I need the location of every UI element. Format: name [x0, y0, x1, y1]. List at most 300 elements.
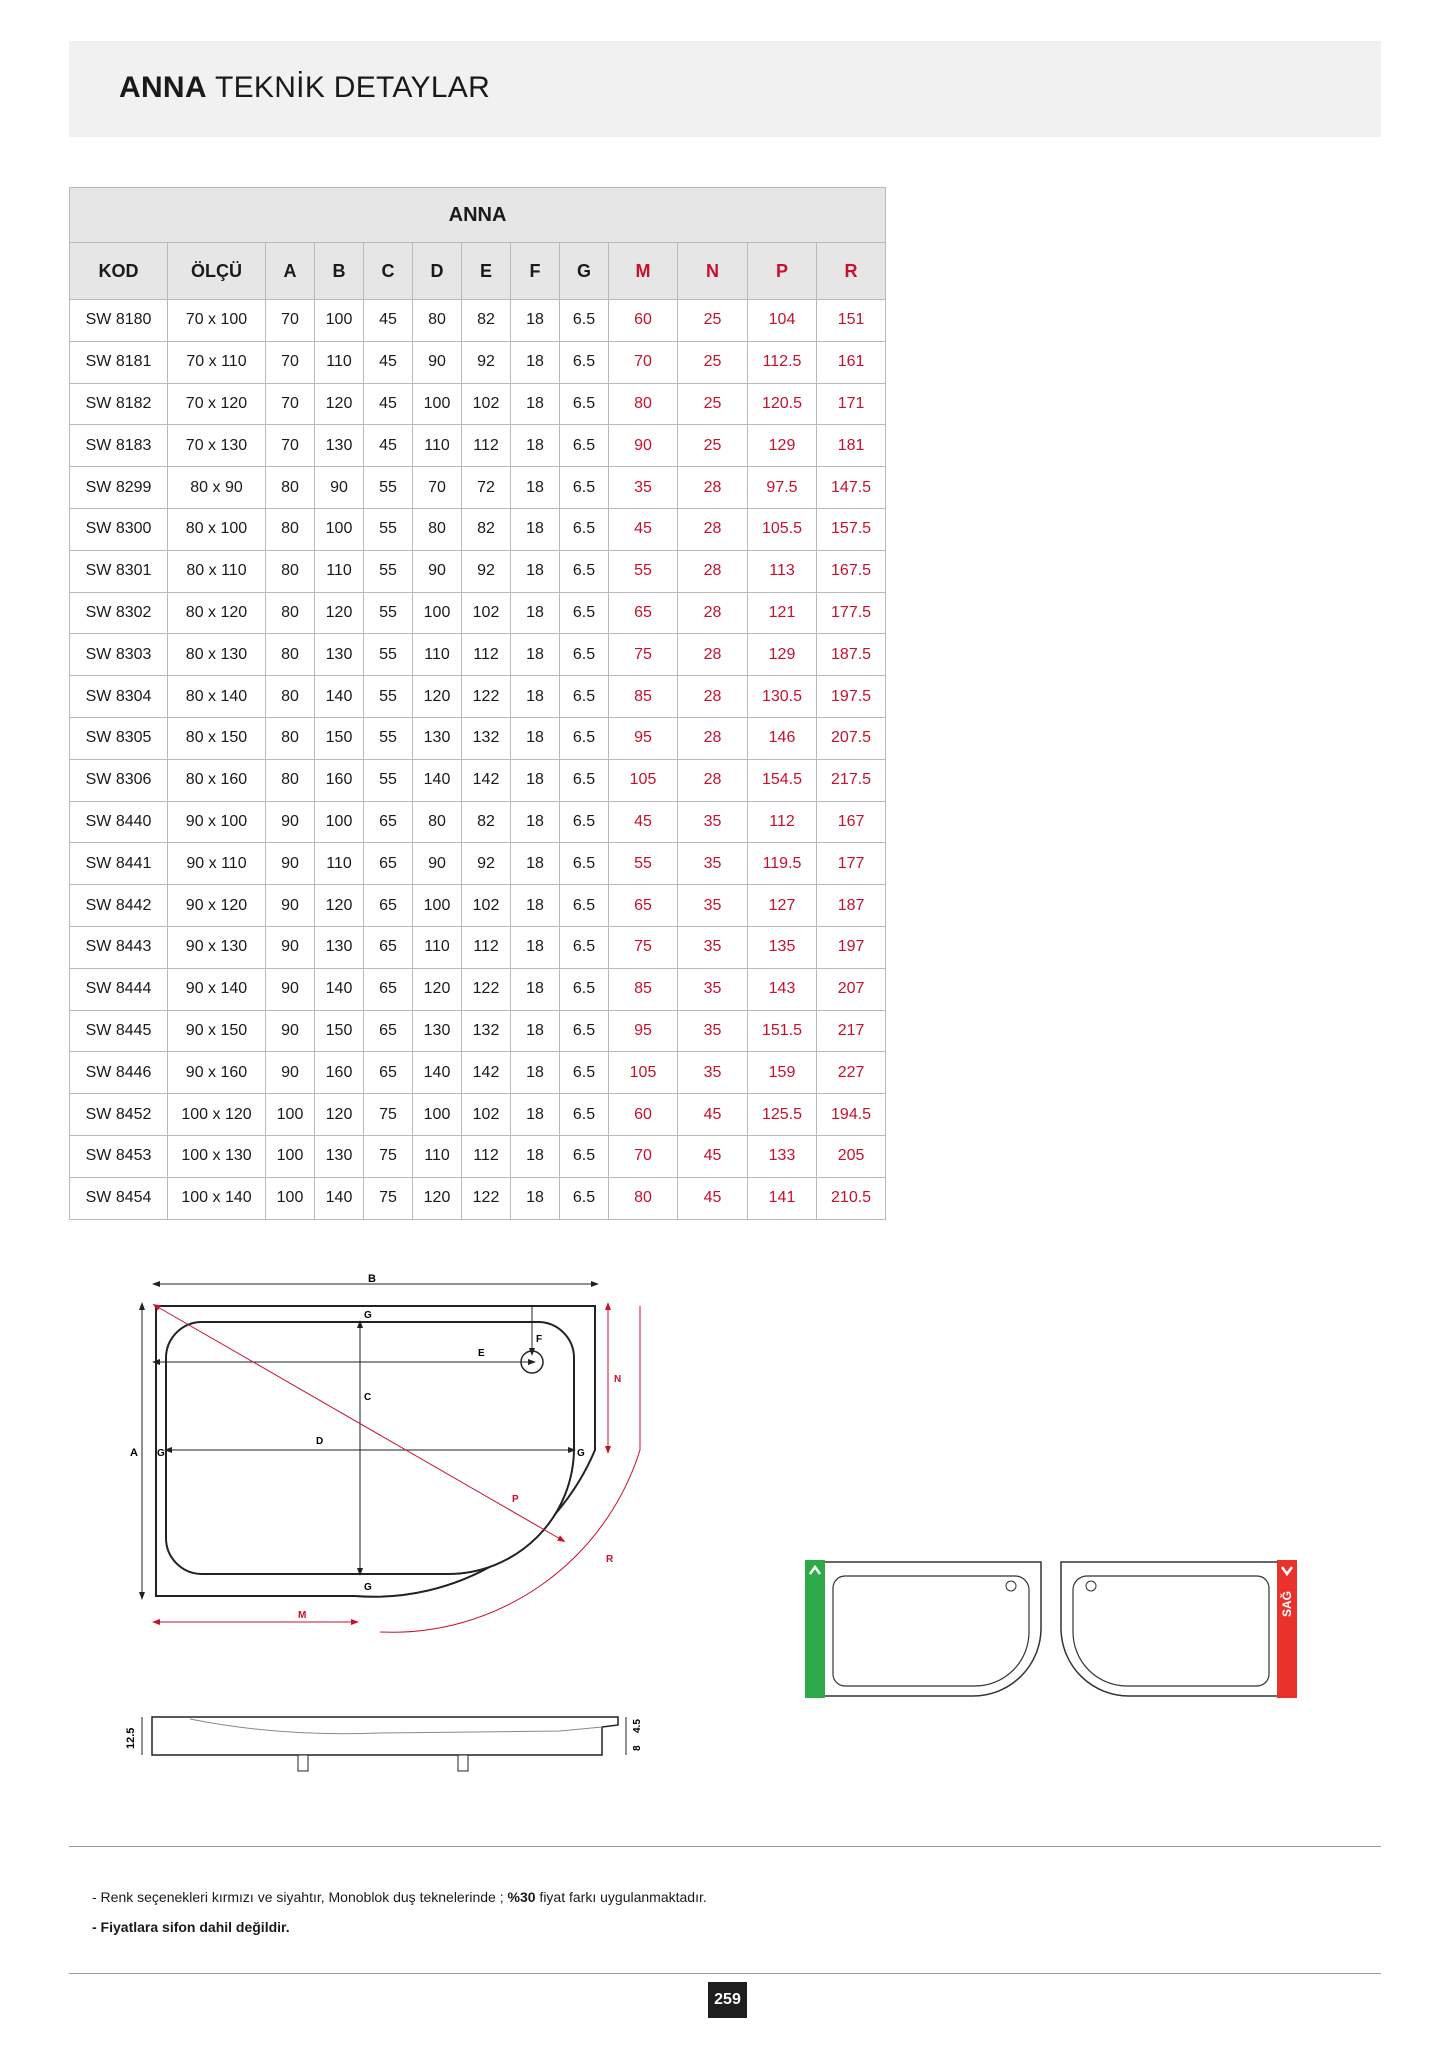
table-row	[70, 508, 886, 550]
table-cell: 100	[266, 1094, 315, 1136]
label-m: M	[298, 1610, 307, 1621]
table-cell: 80	[413, 508, 462, 550]
orientation-options	[805, 1560, 1305, 1710]
table-cell: 18	[511, 801, 560, 843]
table-cell: 70	[413, 467, 462, 509]
label-g-left: G	[157, 1448, 165, 1459]
table-cell: 140	[315, 1177, 364, 1219]
table-row	[70, 676, 886, 718]
table-cell: 194.5	[817, 1094, 886, 1136]
table-cell: 65	[364, 968, 413, 1010]
table-cell: 82	[462, 300, 511, 342]
table-row	[70, 341, 886, 383]
table-cell: 130	[315, 1135, 364, 1177]
table-cell: 6.5	[560, 968, 609, 1010]
table-row	[70, 1177, 886, 1219]
page-title	[119, 71, 490, 105]
table-cell: 100	[413, 383, 462, 425]
table-cell: 82	[462, 801, 511, 843]
top-view-drawing	[120, 1270, 680, 1670]
table-cell: 85	[609, 676, 678, 718]
table-cell: 102	[462, 1094, 511, 1136]
table-cell: 28	[678, 634, 748, 676]
label-height-base: 8	[632, 1745, 643, 1751]
table-cell: 102	[462, 885, 511, 927]
table-row	[70, 843, 886, 885]
table-cell: 80	[266, 717, 315, 759]
table-cell: 112.5	[748, 341, 817, 383]
table-cell: 160	[315, 1052, 364, 1094]
footnotes	[92, 1882, 707, 1942]
note-line1-c: fiyat farkı uygulanmaktadır.	[535, 1889, 707, 1905]
table-cell: 227	[817, 1052, 886, 1094]
table-cell: 207	[817, 968, 886, 1010]
table-cell: 80 x 160	[168, 759, 266, 801]
table-cell: 6.5	[560, 1052, 609, 1094]
table-cell: 45	[364, 341, 413, 383]
table-cell: 132	[462, 717, 511, 759]
column-header: C	[364, 243, 413, 300]
table-cell: 151.5	[748, 1010, 817, 1052]
table-cell: SW 8182	[70, 383, 168, 425]
table-row	[70, 300, 886, 342]
table-cell: 130	[413, 717, 462, 759]
table-cell: SW 8305	[70, 717, 168, 759]
table-cell: 120	[413, 676, 462, 718]
table-cell: 90 x 160	[168, 1052, 266, 1094]
note-line1-a: - Renk seçenekleri kırmızı ve siyahtır, Monoblok duş teknelerinde ;	[92, 1889, 508, 1905]
table-row	[70, 926, 886, 968]
table-cell: 90	[266, 1010, 315, 1052]
table-row	[70, 1094, 886, 1136]
table-cell: 130.5	[748, 676, 817, 718]
table-cell: 35	[678, 926, 748, 968]
table-cell: 6.5	[560, 467, 609, 509]
table-cell: 6.5	[560, 1135, 609, 1177]
table-cell: 25	[678, 341, 748, 383]
table-cell: 132	[462, 1010, 511, 1052]
table-cell: 80	[609, 383, 678, 425]
column-header: D	[413, 243, 462, 300]
table-cell: 160	[315, 759, 364, 801]
table-cell: 55	[364, 634, 413, 676]
label-n: N	[614, 1374, 622, 1385]
table-cell: 6.5	[560, 843, 609, 885]
table-cell: 130	[413, 1010, 462, 1052]
table-cell: SW 8446	[70, 1052, 168, 1094]
table-cell: 90	[413, 341, 462, 383]
table-cell: 130	[315, 926, 364, 968]
table-cell: 28	[678, 550, 748, 592]
sag-color-bar	[1277, 1560, 1297, 1698]
table-cell: 90	[266, 843, 315, 885]
table-cell: 122	[462, 1177, 511, 1219]
table-cell: 100	[315, 508, 364, 550]
table-row	[70, 759, 886, 801]
table-cell: 65	[364, 801, 413, 843]
table-cell: 28	[678, 508, 748, 550]
table-cell: 110	[413, 425, 462, 467]
table-cell: 150	[315, 717, 364, 759]
table-cell: 100 x 130	[168, 1135, 266, 1177]
tray-outline	[156, 1306, 595, 1597]
label-height-total: 12.5	[125, 1727, 137, 1749]
table-cell: 181	[817, 425, 886, 467]
table-cell: 18	[511, 1010, 560, 1052]
table-cell: 129	[748, 634, 817, 676]
table-cell: 159	[748, 1052, 817, 1094]
table-cell: 18	[511, 467, 560, 509]
note-color-options	[92, 1882, 707, 1912]
table-cell: SW 8443	[70, 926, 168, 968]
table-cell: 55	[364, 508, 413, 550]
column-header: E	[462, 243, 511, 300]
table-cell: 100	[266, 1135, 315, 1177]
table-cell: 18	[511, 926, 560, 968]
table-cell: 141	[748, 1177, 817, 1219]
table-cell: 90 x 120	[168, 885, 266, 927]
table-cell: 6.5	[560, 759, 609, 801]
table-cell: 110	[315, 341, 364, 383]
table-cell: 55	[609, 843, 678, 885]
table-cell: 80 x 140	[168, 676, 266, 718]
table-cell: 35	[678, 885, 748, 927]
table-cell: SW 8300	[70, 508, 168, 550]
column-header: F	[511, 243, 560, 300]
table-cell: 151	[817, 300, 886, 342]
table-cell: 135	[748, 926, 817, 968]
label-d: D	[316, 1436, 324, 1447]
table-cell: 90 x 110	[168, 843, 266, 885]
table-row	[70, 592, 886, 634]
table-cell: 35	[678, 968, 748, 1010]
table-cell: 80	[266, 592, 315, 634]
table-cell: 28	[678, 676, 748, 718]
table-cell: 100	[266, 1177, 315, 1219]
label-c: C	[364, 1392, 372, 1403]
table-cell: 75	[609, 926, 678, 968]
table-cell: 70	[266, 383, 315, 425]
table-cell: 6.5	[560, 425, 609, 467]
table-cell: 28	[678, 592, 748, 634]
sol-color-bar	[805, 1560, 825, 1698]
table-cell: 70	[266, 425, 315, 467]
table-cell: 112	[462, 926, 511, 968]
table-cell: 217	[817, 1010, 886, 1052]
table-row	[70, 550, 886, 592]
table-cell: 6.5	[560, 1177, 609, 1219]
table-title: ANNA	[70, 188, 886, 243]
page-header	[69, 41, 1381, 137]
table-cell: 18	[511, 634, 560, 676]
table-cell: 72	[462, 467, 511, 509]
table-row	[70, 1010, 886, 1052]
table-cell: 25	[678, 425, 748, 467]
table-cell: SW 8303	[70, 634, 168, 676]
table-cell: 55	[364, 676, 413, 718]
table-cell: 97.5	[748, 467, 817, 509]
column-header: M	[609, 243, 678, 300]
table-cell: 80	[609, 1177, 678, 1219]
table-cell: 161	[817, 341, 886, 383]
table-cell: 90 x 140	[168, 968, 266, 1010]
table-cell: 113	[748, 550, 817, 592]
table-cell: 6.5	[560, 717, 609, 759]
table-cell: 90 x 130	[168, 926, 266, 968]
table-cell: 18	[511, 759, 560, 801]
table-cell: 150	[315, 1010, 364, 1052]
table-cell: 25	[678, 383, 748, 425]
table-cell: 90 x 150	[168, 1010, 266, 1052]
table-cell: 75	[364, 1135, 413, 1177]
table-cell: 146	[748, 717, 817, 759]
table-cell: 187	[817, 885, 886, 927]
table-cell: 6.5	[560, 1094, 609, 1136]
table-cell: SW 8444	[70, 968, 168, 1010]
table-cell: 65	[364, 926, 413, 968]
table-cell: SW 8304	[70, 676, 168, 718]
table-row	[70, 1135, 886, 1177]
table-cell: 80	[266, 508, 315, 550]
table-cell: 80	[413, 801, 462, 843]
table-cell: 90	[609, 425, 678, 467]
table-cell: SW 8452	[70, 1094, 168, 1136]
label-b: B	[368, 1273, 376, 1285]
table-cell: 35	[678, 1010, 748, 1052]
table-cell: 55	[609, 550, 678, 592]
table-cell: 70	[266, 300, 315, 342]
table-cell: 122	[462, 676, 511, 718]
table-cell: 70 x 100	[168, 300, 266, 342]
label-r: R	[606, 1554, 614, 1565]
table-cell: 100	[413, 885, 462, 927]
column-header: A	[266, 243, 315, 300]
table-cell: 55	[364, 467, 413, 509]
table-cell: 122	[462, 968, 511, 1010]
table-cell: 35	[678, 843, 748, 885]
table-cell: 6.5	[560, 676, 609, 718]
table-cell: 90	[413, 843, 462, 885]
table-cell: 80	[266, 550, 315, 592]
label-f: F	[536, 1334, 543, 1345]
page-number: 259	[708, 1982, 747, 2018]
table-cell: 65	[364, 1010, 413, 1052]
label-p: P	[512, 1494, 519, 1505]
table-cell: 121	[748, 592, 817, 634]
table-cell: SW 8441	[70, 843, 168, 885]
table-cell: 112	[462, 425, 511, 467]
table-cell: 140	[315, 676, 364, 718]
table-cell: 90	[266, 926, 315, 968]
table-cell: 70	[266, 341, 315, 383]
table-cell: 120.5	[748, 383, 817, 425]
table-cell: 65	[609, 885, 678, 927]
table-cell: 18	[511, 676, 560, 718]
label-g-top: G	[364, 1310, 372, 1321]
table-cell: 28	[678, 759, 748, 801]
table-cell: 18	[511, 717, 560, 759]
table-cell: 100 x 140	[168, 1177, 266, 1219]
table-cell: 100	[413, 592, 462, 634]
table-cell: 105.5	[748, 508, 817, 550]
table-cell: 80 x 100	[168, 508, 266, 550]
table-cell: SW 8302	[70, 592, 168, 634]
table-cell: 80	[413, 300, 462, 342]
table-cell: 55	[364, 759, 413, 801]
table-cell: 120	[413, 968, 462, 1010]
column-header: G	[560, 243, 609, 300]
table-cell: 140	[413, 759, 462, 801]
table-cell: 110	[315, 843, 364, 885]
table-cell: 177.5	[817, 592, 886, 634]
table-cell: 127	[748, 885, 817, 927]
spec-table	[69, 187, 886, 1220]
option-sol	[805, 1560, 1041, 1698]
label-g-right: G	[577, 1448, 585, 1459]
table-cell: 90	[266, 968, 315, 1010]
column-header: R	[817, 243, 886, 300]
table-cell: 18	[511, 1135, 560, 1177]
table-cell: 60	[609, 1094, 678, 1136]
table-cell: 18	[511, 592, 560, 634]
table-cell: 28	[678, 467, 748, 509]
table-cell: 197	[817, 926, 886, 968]
table-cell: 75	[609, 634, 678, 676]
table-cell: 6.5	[560, 926, 609, 968]
table-cell: 205	[817, 1135, 886, 1177]
table-row	[70, 885, 886, 927]
table-cell: 217.5	[817, 759, 886, 801]
table-row	[70, 801, 886, 843]
table-cell: 171	[817, 383, 886, 425]
table-cell: 119.5	[748, 843, 817, 885]
table-cell: 110	[413, 1135, 462, 1177]
table-cell: 80 x 120	[168, 592, 266, 634]
table-cell: 55	[364, 550, 413, 592]
table-cell: 45	[364, 425, 413, 467]
table-cell: 80	[266, 676, 315, 718]
title-subtitle: TEKNİK DETAYLAR	[214, 71, 491, 104]
table-row	[70, 425, 886, 467]
table-cell: 80	[266, 467, 315, 509]
table-cell: 112	[462, 1135, 511, 1177]
table-cell: 154.5	[748, 759, 817, 801]
label-a: A	[130, 1447, 138, 1459]
table-cell: 142	[462, 1052, 511, 1094]
table-cell: 18	[511, 1052, 560, 1094]
side-profile-drawing	[120, 1705, 650, 1785]
table-cell: 90	[315, 467, 364, 509]
table-cell: 100	[315, 300, 364, 342]
table-cell: 45	[678, 1135, 748, 1177]
note-line2: - Fiyatlara sifon dahil değildir.	[92, 1919, 290, 1935]
table-cell: 6.5	[560, 634, 609, 676]
table-cell: 18	[511, 885, 560, 927]
table-cell: 120	[315, 383, 364, 425]
table-cell: 92	[462, 843, 511, 885]
table-cell: 75	[364, 1094, 413, 1136]
table-cell: 90 x 100	[168, 801, 266, 843]
table-cell: 197.5	[817, 676, 886, 718]
table-row	[70, 968, 886, 1010]
table-cell: SW 8442	[70, 885, 168, 927]
table-cell: 18	[511, 425, 560, 467]
note-siphon	[92, 1912, 707, 1942]
table-cell: 120	[315, 592, 364, 634]
table-cell: 210.5	[817, 1177, 886, 1219]
table-cell: 18	[511, 508, 560, 550]
table-cell: 129	[748, 425, 817, 467]
table-cell: SW 8445	[70, 1010, 168, 1052]
table-cell: 102	[462, 592, 511, 634]
table-cell: 45	[609, 801, 678, 843]
table-cell: 80	[266, 759, 315, 801]
table-cell: 6.5	[560, 300, 609, 342]
column-header: B	[315, 243, 364, 300]
table-cell: 95	[609, 1010, 678, 1052]
table-cell: 65	[364, 843, 413, 885]
table-cell: 80 x 150	[168, 717, 266, 759]
table-cell: SW 8440	[70, 801, 168, 843]
table-cell: 6.5	[560, 508, 609, 550]
sag-label: SAĞ	[1280, 1590, 1294, 1618]
table-cell: 130	[315, 425, 364, 467]
divider-bottom	[69, 1973, 1381, 1974]
table-cell: 110	[413, 634, 462, 676]
table-row	[70, 383, 886, 425]
table-row	[70, 634, 886, 676]
table-cell: 177	[817, 843, 886, 885]
table-cell: 147.5	[817, 467, 886, 509]
column-header: P	[748, 243, 817, 300]
label-height-rim: 4.5	[632, 1719, 643, 1733]
table-cell: 90	[266, 885, 315, 927]
table-cell: 120	[315, 1094, 364, 1136]
note-line1-percent: %30	[507, 1889, 536, 1905]
table-cell: 157.5	[817, 508, 886, 550]
table-cell: 120	[315, 885, 364, 927]
table-cell: 75	[364, 1177, 413, 1219]
table-cell: 80	[266, 634, 315, 676]
table-cell: 6.5	[560, 885, 609, 927]
table-cell: 18	[511, 550, 560, 592]
table-cell: 70	[609, 1135, 678, 1177]
table-cell: 105	[609, 759, 678, 801]
table-cell: 18	[511, 968, 560, 1010]
table-cell: 80 x 130	[168, 634, 266, 676]
table-cell: 45	[364, 383, 413, 425]
table-cell: 45	[678, 1094, 748, 1136]
option-sag	[1061, 1560, 1297, 1698]
table-cell: 167.5	[817, 550, 886, 592]
table-cell: 105	[609, 1052, 678, 1094]
table-cell: SW 8454	[70, 1177, 168, 1219]
table-cell: 65	[364, 1052, 413, 1094]
title-product: ANNA	[119, 71, 207, 104]
table-cell: 18	[511, 843, 560, 885]
table-cell: 18	[511, 1177, 560, 1219]
table-cell: 125.5	[748, 1094, 817, 1136]
table-cell: 133	[748, 1135, 817, 1177]
column-header: KOD	[70, 243, 168, 300]
label-g-bottom: G	[364, 1582, 372, 1593]
table-cell: 90	[266, 801, 315, 843]
table-cell: 130	[315, 634, 364, 676]
table-cell: 45	[364, 300, 413, 342]
table-cell: 140	[413, 1052, 462, 1094]
table-cell: SW 8301	[70, 550, 168, 592]
table-cell: 65	[364, 885, 413, 927]
